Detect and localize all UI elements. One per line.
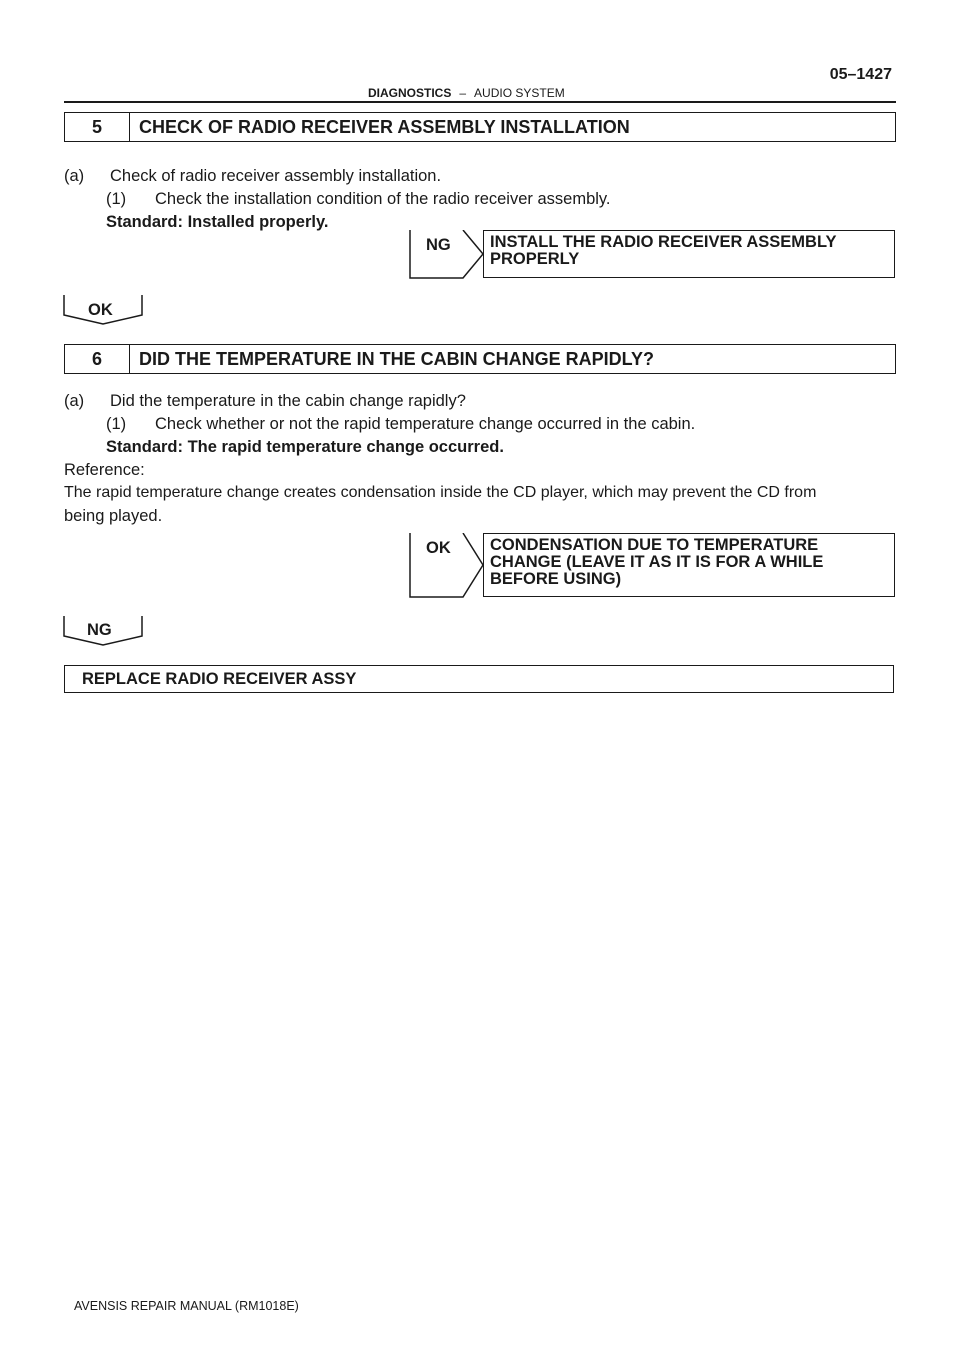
sub-item-label: (1): [106, 415, 127, 433]
sub-item-text: Check the installation condition of the radio receiver assembly.: [155, 190, 611, 208]
page-footer: AVENSIS REPAIR MANUAL (RM1018E): [74, 1299, 299, 1313]
result-line: PROPERLY: [490, 250, 580, 268]
item-label: (a): [64, 167, 85, 185]
step-5-title: CHECK OF RADIO RECEIVER ASSEMBLY INSTALLATION: [139, 116, 630, 137]
step-6-item-a: [64, 392, 466, 411]
step-6-result-tag: OK: [426, 539, 451, 557]
step-6-header: [64, 344, 896, 374]
result-line: CONDENSATION DUE TO TEMPERATURE: [490, 536, 819, 554]
step-6-title: DID THE TEMPERATURE IN THE CABIN CHANGE RAPIDLY?: [139, 348, 655, 369]
step-6-reference-label: Reference:: [64, 461, 145, 479]
step-6-reference-line: being played.: [64, 507, 163, 525]
step-5-result-tag: NG: [426, 236, 451, 254]
sub-item-text: Check whether or not the rapid temperature change occurred in the cabin.: [155, 415, 696, 433]
result-line: CHANGE (LEAVE IT AS IT IS FOR A WHILE: [490, 553, 824, 571]
result-line: BEFORE USING): [490, 570, 622, 588]
step-6-continue-label: NG: [87, 621, 112, 639]
page-number: 05–1427: [829, 66, 892, 83]
step-5-result-box: [483, 230, 895, 278]
final-action-text: REPLACE RADIO RECEIVER ASSY: [82, 669, 357, 688]
step-6-standard: Standard: The rapid temperature change occurred.: [106, 438, 504, 456]
item-text: Check of radio receiver assembly installation.: [110, 167, 442, 185]
step-6-reference-line: The rapid temperature change creates condensation inside the CD player, which may prevent the CD from: [64, 484, 817, 501]
final-action-box: [64, 665, 894, 693]
header-subsection-title: AUDIO SYSTEM: [474, 86, 565, 100]
step-5-header: [64, 112, 896, 142]
header-section-title: DIAGNOSTICS: [368, 86, 452, 100]
sub-item-label: (1): [106, 190, 127, 208]
item-label: (a): [64, 392, 85, 410]
running-header: [368, 86, 565, 100]
step-6-number: 6: [65, 345, 130, 373]
item-text: Did the temperature in the cabin change rapidly?: [110, 392, 466, 410]
step-6-sub-item-1: [106, 415, 695, 434]
step-6-result-box: [483, 533, 895, 597]
header-dash: –: [459, 86, 467, 100]
step-5-item-a: [64, 167, 441, 186]
step-5-standard: Standard: Installed properly.: [106, 213, 329, 231]
step-5-continue-label: OK: [88, 301, 113, 319]
step-5-number: 5: [65, 113, 130, 141]
header-rule: [64, 101, 896, 103]
step-5-sub-item-1: [106, 190, 611, 209]
result-line: INSTALL THE RADIO RECEIVER ASSEMBLY: [490, 233, 837, 251]
